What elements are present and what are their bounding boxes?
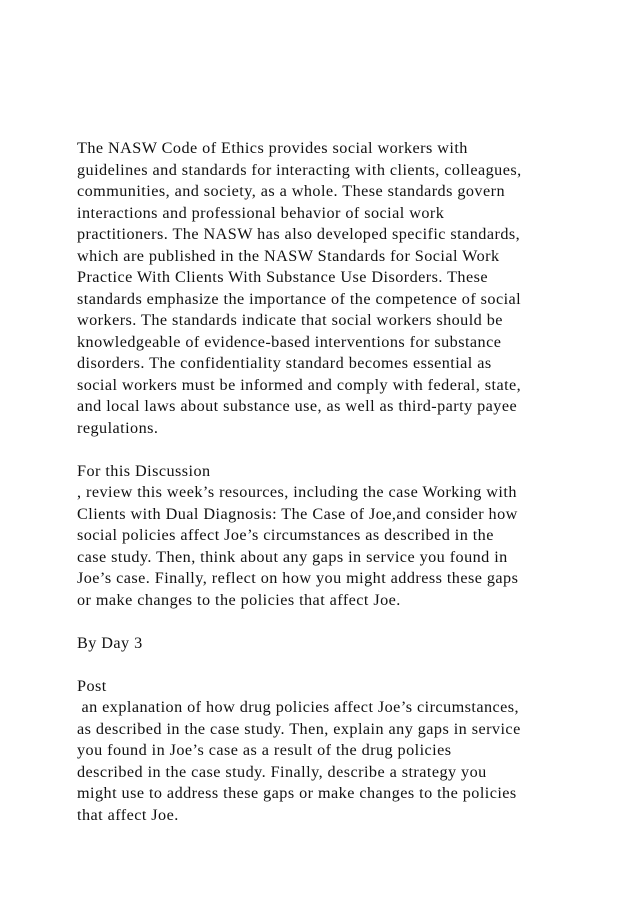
text-line: For this Discussion: [77, 461, 211, 480]
text-line: communities, and society, as a whole. These standards govern: [77, 182, 505, 200]
text-line: might use to address these gaps or make changes to the policies: [77, 784, 517, 802]
paragraph-spacer: [77, 654, 617, 676]
text-line: and local laws about substance use, as well as third-party payee: [77, 397, 518, 415]
text-line: standards emphasize the importance of the competence of social: [77, 289, 522, 308]
text-line: Joe’s case. Finally, reflect on how you might address these gaps: [77, 569, 519, 587]
text-line: , review this week’s resources, including the case Working with: [77, 483, 517, 501]
text-line: case study. Then, think about any gaps in service you found in: [77, 547, 508, 566]
text-line: workers. The standards indicate that social workers should be: [77, 311, 503, 329]
paragraph-nasw-code: [77, 138, 617, 439]
paragraph-by-day: [77, 633, 617, 655]
text-line: Clients with Dual Diagnosis: The Case of Joe,and consider how: [77, 504, 518, 523]
text-line: social workers must be informed and comply with federal, state,: [77, 375, 522, 394]
paragraph-discussion: [77, 461, 617, 612]
text-line: you found in Joe’s case as a result of the drug policies: [77, 741, 452, 759]
text-line: By Day 3: [77, 633, 143, 652]
paragraph-post: [77, 676, 617, 827]
text-line: an explanation of how drug policies affect Joe’s circumstances,: [77, 698, 520, 716]
text-line: that affect Joe.: [77, 805, 179, 824]
text-line: disorders. The confidentiality standard becomes essential as: [77, 354, 492, 372]
document-body: [77, 138, 617, 826]
text-line: practitioners. The NASW has also developed specific standards,: [77, 225, 521, 243]
text-line: Practice With Clients With Substance Use Disorders. These: [77, 268, 488, 286]
text-line: interactions and professional behavior of social work: [77, 203, 445, 222]
text-line: social policies affect Joe’s circumstances as described in the: [77, 526, 494, 544]
paragraph-spacer: [77, 439, 617, 461]
text-line: Post: [77, 676, 107, 695]
text-line: regulations.: [77, 418, 159, 437]
text-line: as described in the case study. Then, explain any gaps in service: [77, 719, 521, 738]
text-line: or make changes to the policies that affect Joe.: [77, 590, 401, 609]
paragraph-spacer: [77, 611, 617, 633]
text-line: The NASW Code of Ethics provides social workers with: [77, 139, 468, 157]
text-line: described in the case study. Finally, describe a strategy you: [77, 762, 487, 781]
text-line: guidelines and standards for interacting with clients, colleagues,: [77, 160, 522, 179]
text-line: which are published in the NASW Standards for Social Work: [77, 246, 500, 265]
text-line: knowledgeable of evidence-based interventions for substance: [77, 332, 502, 351]
